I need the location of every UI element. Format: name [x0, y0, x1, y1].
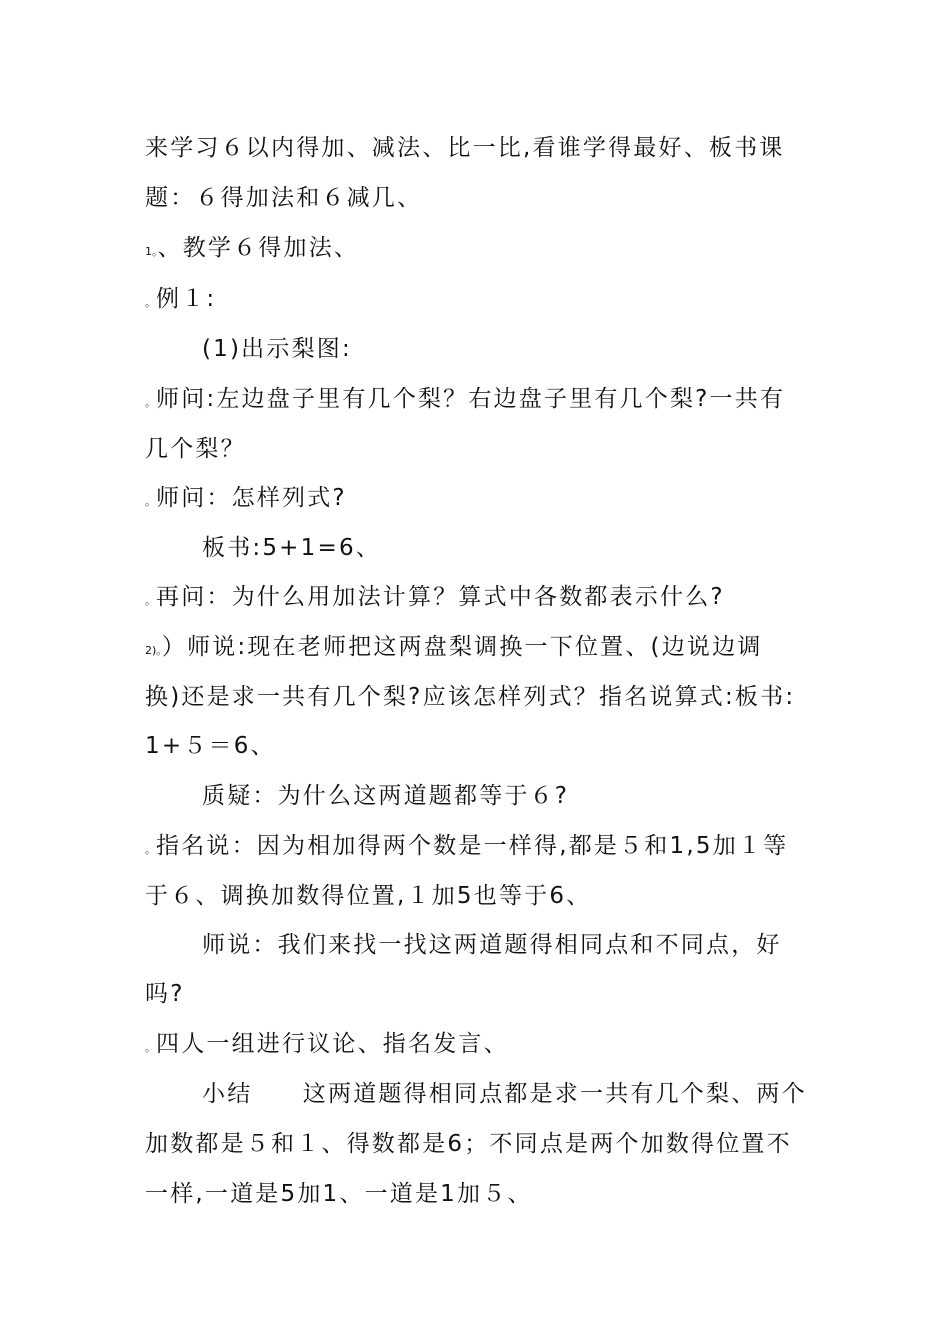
text-line [145, 178, 422, 218]
text-line [202, 528, 381, 568]
list-marker: 。 [145, 843, 156, 856]
text-line [145, 429, 246, 469]
text-line [145, 1124, 792, 1164]
list-marker: 1。 [145, 245, 158, 258]
text-line-content: 四人一组进行议论、指名发言、 [156, 1031, 509, 1057]
text-line [145, 1174, 533, 1214]
text-line-content: 于６、调换加数得位置,１加5也等于6、 [145, 883, 592, 909]
text-line-content: 质疑：为什么这两道题都等于６? [202, 783, 570, 809]
list-marker: 2)。 [145, 644, 162, 657]
text-line-content: 换)还是求一共有几个梨?应该怎样列式？指名说算式:板书: [145, 684, 796, 710]
text-line-content: 来学习６以内得加、减法、比一比,看谁学得最好、板书课 [145, 135, 785, 161]
text-line-content: 几个梨？ [145, 436, 246, 462]
text-line-content: (1)出示梨图: [202, 336, 352, 362]
text-line [202, 925, 782, 965]
text-line-content: 、教学６得加法、 [157, 235, 360, 261]
text-line-content: 再问：为什么用加法计算？算式中各数都表示什么? [156, 584, 725, 610]
text-line-content: 加数都是５和１、得数都是6；不同点是两个加数得位置不 [145, 1131, 792, 1157]
text-line [145, 974, 185, 1014]
text-line-content: 小结 这两道题得相同点都是求一共有几个梨、两个 [202, 1081, 807, 1107]
list-marker: 。 [145, 495, 156, 508]
text-line [145, 228, 359, 268]
text-line [202, 329, 352, 369]
text-line [145, 826, 788, 866]
text-line [202, 1074, 807, 1114]
text-line [145, 577, 725, 617]
text-line-content: 1+５＝6、 [145, 733, 276, 759]
text-line-content: 题：６得加法和６减几、 [145, 185, 423, 211]
text-line-content: 师问：怎样列式? [156, 485, 347, 511]
text-line [145, 279, 216, 319]
text-line-content: 师问:左边盘子里有几个梨？右边盘子里有几个梨?一共有 [156, 386, 786, 412]
list-marker: 。 [145, 1041, 156, 1054]
text-line [145, 128, 785, 168]
text-line [145, 627, 763, 667]
text-line [145, 726, 276, 766]
text-line-content: 师说：我们来找一找这两道题得相同点和不同点，好 [202, 932, 782, 958]
text-line-content: 吗? [145, 981, 185, 1007]
text-line-content: ）师说:现在老师把这两盘梨调换一下位置、(边说边调 [161, 634, 763, 660]
list-marker: 。 [145, 594, 156, 607]
text-line-content: 指名说：因为相加得两个数是一样得,都是５和1,5加１等 [156, 833, 789, 859]
list-marker: 。 [145, 296, 156, 309]
text-line [145, 1024, 509, 1064]
text-line [145, 876, 591, 916]
text-line [145, 379, 785, 419]
text-line-content: 例１: [156, 286, 217, 312]
text-line [145, 677, 795, 717]
text-line [145, 478, 347, 518]
list-marker: 。 [145, 396, 156, 409]
text-line-content: 板书:5+1=6、 [202, 535, 381, 561]
text-line [202, 776, 569, 816]
text-line-content: 一样,一道是5加1、一道是1加５、 [145, 1181, 533, 1207]
